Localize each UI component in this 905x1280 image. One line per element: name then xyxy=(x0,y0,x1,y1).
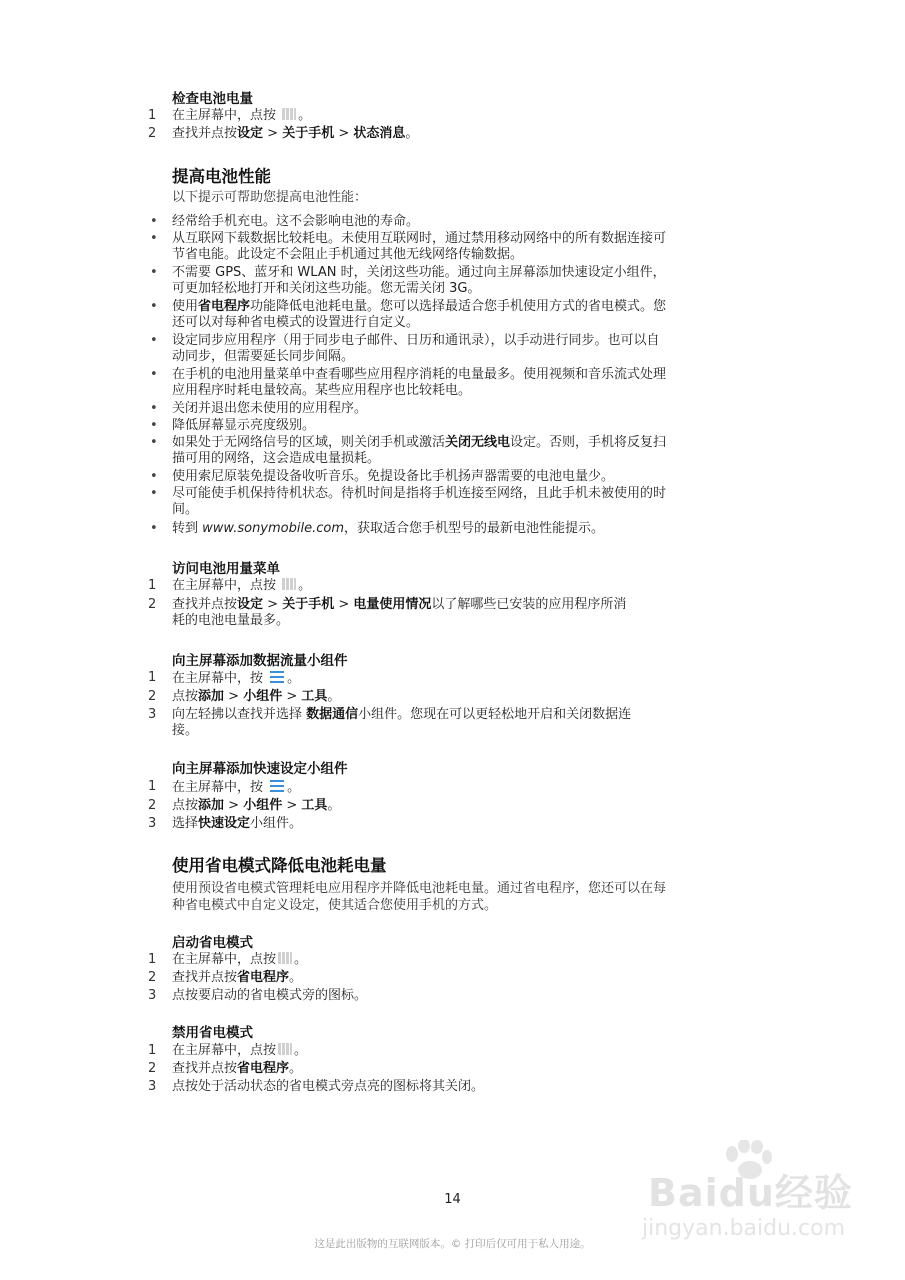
watermark-brand: Baidu经验 xyxy=(648,1171,853,1215)
step-text: 点按 xyxy=(172,798,199,813)
website-link[interactable]: www.sonymobile.com xyxy=(202,521,344,536)
tip-text: 不需要 GPS、蓝牙和 WLAN 时，关闭这些功能。通过向主屏幕添加快速设定小组件， xyxy=(172,265,666,280)
path-separator: > xyxy=(334,126,354,141)
step-text: 。 xyxy=(289,970,303,985)
tip-item xyxy=(148,521,760,537)
heading-start-mode: 启动省电模式 xyxy=(172,935,253,951)
menu-path-widgets: 小组件 xyxy=(243,798,283,813)
path-separator: > xyxy=(263,126,283,141)
menu-path-tools: 工具 xyxy=(301,689,328,704)
step-row xyxy=(148,779,760,796)
step-number: 1 xyxy=(148,670,157,685)
apps-grid-icon xyxy=(278,1043,292,1055)
tip-text: 如果处于无网络信号的区域，则关闭手机或激活 xyxy=(172,435,446,450)
intro-line: 使用预设省电模式管理耗电应用程序并降低电池耗电量。通过省电程序，您还可以在每 xyxy=(172,881,667,896)
step-number: 3 xyxy=(148,816,157,831)
menu-path-add: 添加 xyxy=(198,798,225,813)
step-number: 2 xyxy=(148,1061,157,1076)
power-saving-intro xyxy=(172,880,762,914)
setting-name-radio-off: 关闭无线电 xyxy=(445,435,511,450)
step-number: 3 xyxy=(148,1079,157,1094)
step-text: 小组件。 xyxy=(250,816,303,831)
step-text: 在主屏幕中，点按 xyxy=(172,1043,277,1058)
tip-text: 从互联网下载数据比较耗电。未使用互联网时，通过禁用移动网络中的所有数据连接可 xyxy=(172,231,667,246)
menu-path-add: 添加 xyxy=(198,689,225,704)
menu-path-status: 状态消息 xyxy=(353,126,406,141)
tip-text: 功能降低电池耗电量。您可以选择最适合您手机使用方式的省电模式。您 xyxy=(250,299,667,314)
step-text-cont: 接。 xyxy=(172,723,199,738)
tip-text: 经常给手机充电。这不会影响电池的寿命。 xyxy=(172,214,420,229)
step-text: 选择 xyxy=(172,816,199,831)
step-text: 。 xyxy=(298,578,312,593)
step-text: 向左轻拂以查找并选择 xyxy=(172,707,307,722)
menu-icon xyxy=(269,670,285,684)
step-text: 查找并点按 xyxy=(172,1061,238,1076)
heading-usage-menu: 访问电池用量菜单 xyxy=(172,561,280,577)
menu-path-settings: 设定 xyxy=(237,597,264,612)
step-text: 。 xyxy=(287,780,301,795)
bullet: • xyxy=(150,214,158,229)
apps-grid-icon xyxy=(282,578,296,590)
tip-text: 使用 xyxy=(172,299,199,314)
heading-data-widget: 向主屏幕添加数据流量小组件 xyxy=(172,653,348,669)
apps-grid-icon xyxy=(282,108,296,120)
bullet: • xyxy=(150,367,158,382)
step-row xyxy=(148,952,760,968)
bullet: • xyxy=(150,265,158,280)
menu-path-battery-usage: 电量使用情况 xyxy=(353,597,432,612)
step-number: 2 xyxy=(148,970,157,985)
step-text: 。 xyxy=(327,689,341,704)
step-text: 在主屏幕中，按 xyxy=(172,780,268,795)
bullet: • xyxy=(150,521,158,536)
page-footer: 这是此出版物的互联网版本。© 打印后仅可用于私人用途。 xyxy=(314,1238,591,1250)
step-text: 查找并点按 xyxy=(172,126,238,141)
bullet: • xyxy=(150,469,158,484)
step-text: 。 xyxy=(327,798,341,813)
step-row xyxy=(148,126,760,142)
app-name-power-saver: 省电程序 xyxy=(237,1061,290,1076)
step-row xyxy=(148,816,760,832)
step-number: 1 xyxy=(148,578,157,593)
tip-item xyxy=(148,401,760,417)
step-text: 点按处于活动状态的省电模式旁点亮的图标将其关闭。 xyxy=(172,1079,485,1094)
tip-text: 转到 xyxy=(172,521,203,536)
step-number: 3 xyxy=(148,988,157,1003)
step-text: 点按要启动的省电模式旁的图标。 xyxy=(172,988,368,1003)
step-text: 在主屏幕中，点按 xyxy=(172,952,277,967)
menu-icon xyxy=(269,779,285,793)
step-text: 在主屏幕中，按 xyxy=(172,671,268,686)
tip-item xyxy=(148,418,760,434)
bullet: • xyxy=(150,231,158,246)
step-text: 。 xyxy=(298,108,312,123)
step-number: 2 xyxy=(148,798,157,813)
step-text: 。 xyxy=(294,952,308,967)
step-row xyxy=(148,108,760,124)
widget-name-data: 数据通信 xyxy=(306,707,359,722)
tip-text-cont: 还可以对每种省电模式的设置进行自定义。 xyxy=(172,315,420,330)
bullet: • xyxy=(150,435,158,450)
step-row xyxy=(148,1043,760,1059)
page-number: 14 xyxy=(444,1192,461,1207)
step-text: 查找并点按 xyxy=(172,597,238,612)
step-number: 1 xyxy=(148,952,157,967)
tip-item xyxy=(148,435,760,467)
step-text: 小组件。您现在可以更轻松地开启和关闭数据连 xyxy=(358,707,632,722)
tip-text-cont: 间。 xyxy=(172,502,199,517)
step-text: 。 xyxy=(289,1061,303,1076)
path-separator: > xyxy=(334,597,354,612)
menu-path-tools: 工具 xyxy=(301,798,328,813)
step-number: 3 xyxy=(148,707,157,722)
heading-battery-check: 检查电池电量 xyxy=(172,91,253,107)
app-name-power-saver: 省电程序 xyxy=(198,299,251,314)
step-number: 2 xyxy=(148,126,157,141)
tip-item xyxy=(148,299,760,331)
bullet: • xyxy=(150,401,158,416)
heading-improve-battery: 提高电池性能 xyxy=(172,167,271,186)
intro-line: 种省电模式中自定义设定，使其适合您使用手机的方式。 xyxy=(172,898,498,913)
tip-text: 设定。否则，手机将反复扫 xyxy=(510,435,667,450)
path-separator: > xyxy=(224,689,244,704)
step-text: 在主屏幕中，点按 xyxy=(172,108,281,123)
step-row xyxy=(148,689,760,705)
apps-grid-icon xyxy=(278,952,292,964)
step-number: 1 xyxy=(148,1043,157,1058)
tip-text: 在手机的电池用量菜单中查看哪些应用程序消耗的电量最多。使用视频和音乐流式处理 xyxy=(172,367,667,382)
step-row xyxy=(148,1079,760,1095)
step-text: 。 xyxy=(287,671,301,686)
heading-disable-mode: 禁用省电模式 xyxy=(172,1025,253,1041)
watermark-site: jingyan.baidu.com xyxy=(642,1216,846,1241)
path-separator: > xyxy=(282,689,302,704)
widget-name-quick-settings: 快速设定 xyxy=(198,816,251,831)
step-row xyxy=(148,578,760,594)
tip-text-cont: 描可用的网络，这会造成电量损耗。 xyxy=(172,451,381,466)
tip-text: ，获取适合您手机型号的最新电池性能提示。 xyxy=(344,521,605,536)
tip-text-cont: 应用程序时耗电量较高。某些应用程序也比较耗电。 xyxy=(172,383,472,398)
step-text: 查找并点按 xyxy=(172,970,238,985)
tip-item xyxy=(148,486,760,518)
step-row xyxy=(148,988,760,1004)
step-row xyxy=(148,970,760,986)
tip-text-cont: 动同步，但需要延长同步间隔。 xyxy=(172,349,355,364)
tip-item xyxy=(148,214,760,230)
step-text: 点按 xyxy=(172,689,199,704)
tip-item xyxy=(148,265,760,297)
tip-item xyxy=(148,333,760,365)
step-row xyxy=(148,597,760,629)
tip-item xyxy=(148,367,760,399)
step-row xyxy=(148,707,760,739)
tip-text: 设定同步应用程序（用于同步电子邮件、日历和通讯录），以手动进行同步。也可以自 xyxy=(172,333,660,348)
menu-path-settings: 设定 xyxy=(237,126,264,141)
app-name-power-saver: 省电程序 xyxy=(237,970,290,985)
tip-text: 降低屏幕显示亮度级别。 xyxy=(172,418,316,433)
step-number: 1 xyxy=(148,779,157,794)
tip-text: 关闭并退出您未使用的应用程序。 xyxy=(172,401,368,416)
tip-text-cont: 节省电能。此设定不会阻止手机通过其他无线网络传输数据。 xyxy=(172,247,524,262)
heading-power-saving: 使用省电模式降低电池耗电量 xyxy=(172,856,387,875)
menu-path-about: 关于手机 xyxy=(282,126,335,141)
step-row xyxy=(148,1061,760,1077)
step-row xyxy=(148,670,760,687)
step-text: 。 xyxy=(405,126,419,141)
menu-path-about: 关于手机 xyxy=(282,597,335,612)
bullet: • xyxy=(150,486,158,501)
path-separator: > xyxy=(224,798,244,813)
tip-text-cont: 可更加轻松地打开和关闭这些功能。您无需关闭 3G。 xyxy=(172,281,481,296)
step-number: 1 xyxy=(148,108,157,123)
step-number: 2 xyxy=(148,597,157,612)
bullet: • xyxy=(150,299,158,314)
path-separator: > xyxy=(282,798,302,813)
path-separator: > xyxy=(263,597,283,612)
step-text: 。 xyxy=(294,1043,308,1058)
improve-intro: 以下提示可帮助您提高电池性能： xyxy=(172,190,368,205)
tip-item xyxy=(148,231,760,263)
step-text: 以了解哪些已安装的应用程序所消 xyxy=(431,597,627,612)
tip-text: 尽可能使手机保持待机状态。待机时间是指将手机连接至网络，且此手机未被使用的时 xyxy=(172,486,667,501)
tip-text: 使用索尼原装免提设备收听音乐。免提设备比手机扬声器需要的电池电量少。 xyxy=(172,469,615,484)
tip-item xyxy=(148,469,760,485)
step-text-cont: 耗的电池电量最多。 xyxy=(172,613,290,628)
bullet: • xyxy=(150,333,158,348)
step-number: 2 xyxy=(148,689,157,704)
step-row xyxy=(148,798,760,814)
step-text: 在主屏幕中，点按 xyxy=(172,578,281,593)
menu-path-widgets: 小组件 xyxy=(243,689,283,704)
heading-quick-widget: 向主屏幕添加快速设定小组件 xyxy=(172,761,348,777)
bullet: • xyxy=(150,418,158,433)
